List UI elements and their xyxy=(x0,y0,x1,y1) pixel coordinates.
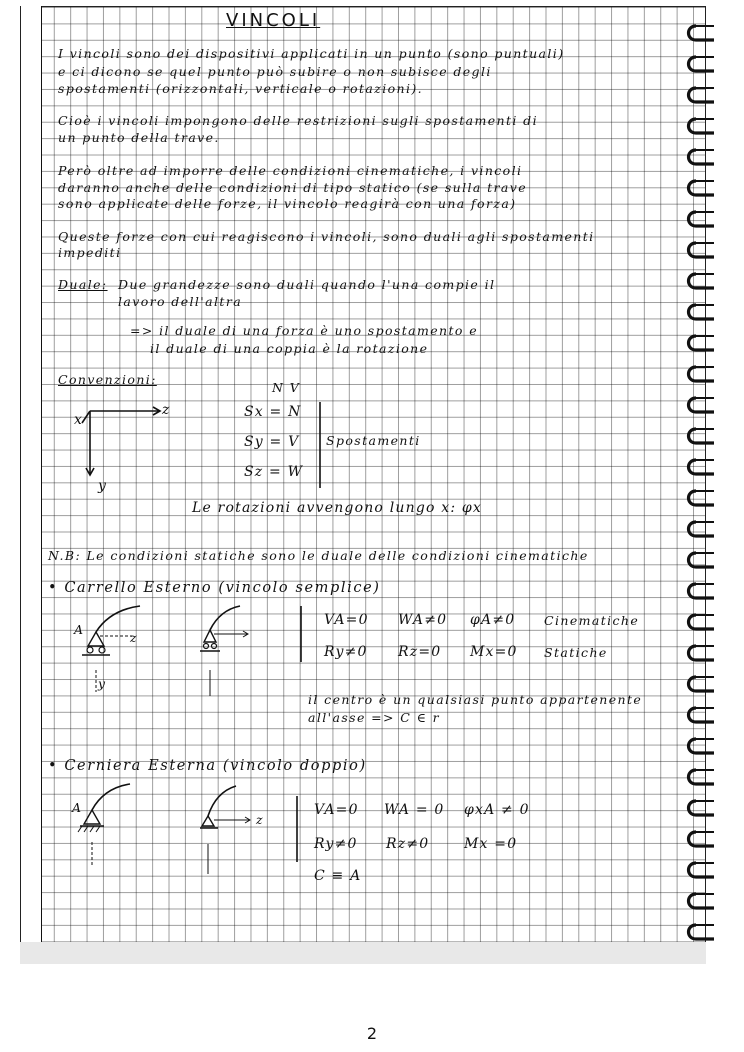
cerniera-phi: φxA ≠ 0 xyxy=(464,802,530,818)
spiral-ring xyxy=(684,675,718,693)
spiral-ring xyxy=(684,458,718,476)
nu-symbols: N V xyxy=(272,380,301,395)
spiral-ring xyxy=(684,86,718,104)
carrello-divider xyxy=(296,606,308,666)
spiral-ring xyxy=(684,892,718,910)
page-number: 2 xyxy=(366,1024,378,1043)
spiral-ring xyxy=(684,365,718,383)
spiral-ring xyxy=(684,272,718,290)
spiral-ring xyxy=(684,861,718,879)
nb-line: N.B: Le condizioni statiche sono le duale delle condizioni cinematiche xyxy=(48,548,589,563)
spostamenti-label: Spostamenti xyxy=(326,433,421,448)
spiral-ring xyxy=(684,923,718,941)
carrello-centro-2: all'asse => C ∈ r xyxy=(308,710,440,725)
rotazioni-line: Le rotazioni avvengono lungo x: φx xyxy=(192,500,483,516)
spiral-ring xyxy=(684,520,718,538)
carrello-phia: φA≠0 xyxy=(470,612,516,628)
cerniera-label-z: z xyxy=(256,812,264,827)
cerniera-sketch-2 xyxy=(190,780,290,890)
pero-line-1: Però oltre ad imporre delle condizioni cinematiche, i vincoli xyxy=(58,163,523,178)
spiral-ring xyxy=(684,768,718,786)
carrello-sketch-2 xyxy=(192,600,282,710)
duale-label: Duale: xyxy=(58,277,108,292)
carrello-wa: WA≠0 xyxy=(398,612,448,628)
sy-equation: Sy = V xyxy=(244,434,300,450)
spiral-ring xyxy=(684,303,718,321)
spiral-ring xyxy=(684,148,718,166)
cerniera-rz: Rz≠0 xyxy=(386,836,430,852)
cioe-line-1: Cioè i vincoli impongono delle restrizioni sugli spostamenti di xyxy=(58,113,538,128)
cerniera-divider xyxy=(292,796,304,866)
sz-equation: Sz = W xyxy=(244,464,304,480)
pero-line-2: daranno anche delle condizioni di tipo statico (se sulla trave xyxy=(58,180,528,195)
cerniera-wa: WA = 0 xyxy=(384,802,445,818)
axis-x-label: x xyxy=(74,412,84,428)
cerniera-label-a: A xyxy=(72,800,83,815)
duale-line-3: => il duale di una forza è uno spostamento e xyxy=(130,323,479,338)
spiral-ring xyxy=(684,117,718,135)
carrello-ry: Ry≠0 xyxy=(324,644,368,660)
spiral-ring xyxy=(684,241,718,259)
spiral-ring xyxy=(684,427,718,445)
spiral-ring xyxy=(684,55,718,73)
spiral-ring xyxy=(684,644,718,662)
spiral-ring xyxy=(684,830,718,848)
carrello-rz: Rz=0 xyxy=(398,644,442,660)
spiral-ring xyxy=(684,799,718,817)
axis-z-label: z xyxy=(162,402,171,418)
carrello-statiche: Statiche xyxy=(544,645,608,660)
spiral-binding xyxy=(684,10,724,950)
queste-line-1: Queste forze con cui reagiscono i vincoli, sono duali agli spostamenti xyxy=(58,229,595,244)
pero-line-3: sono applicate delle forze, il vincolo reagirà con una forza) xyxy=(58,196,517,211)
carrello-centro-1: il centro è un qualsiasi punto appartenente xyxy=(308,692,643,707)
cerniera-va: VA=0 xyxy=(314,802,359,818)
spiral-ring xyxy=(684,706,718,724)
spiral-ring xyxy=(684,179,718,197)
carrello-title: • Carrello Esterno (vincolo semplice) xyxy=(48,580,381,596)
carrello-cinematiche: Cinematiche xyxy=(544,613,640,628)
cerniera-title: • Cerniera Esterna (vincolo doppio) xyxy=(48,758,367,774)
cerniera-mx: Mx =0 xyxy=(464,836,518,852)
spiral-ring xyxy=(684,334,718,352)
spiral-ring xyxy=(684,582,718,600)
carrello-label-a: A xyxy=(74,622,85,637)
duale-line-4: il duale di una coppia è la rotazione xyxy=(150,341,429,356)
intro-line-1: I vincoli sono dei dispositivi applicati in un punto (sono puntuali) xyxy=(58,46,565,61)
carrello-label-z: z xyxy=(130,630,138,645)
page-margin xyxy=(20,6,42,964)
spiral-ring xyxy=(684,737,718,755)
queste-line-2: impediti xyxy=(58,245,122,260)
spiral-ring xyxy=(684,396,718,414)
intro-line-3: spostamenti (orizzontali, verticale o rotazioni). xyxy=(58,81,424,96)
bottom-margin-band xyxy=(20,942,706,964)
sx-equation: Sx = N xyxy=(244,404,302,420)
duale-line-2: lavoro dell'altra xyxy=(118,294,243,309)
cioe-line-2: un punto della trave. xyxy=(58,130,220,145)
page-title: VINCOLI xyxy=(226,10,321,31)
carrello-label-y: y xyxy=(98,676,107,691)
carrello-mx: Mx=0 xyxy=(470,644,518,660)
intro-line-2: e ci dicono se quel punto può subire o non subisce degli xyxy=(58,64,492,79)
spiral-ring xyxy=(684,489,718,507)
spiral-ring xyxy=(684,210,718,228)
axis-y-label: y xyxy=(98,478,108,494)
spiral-ring xyxy=(684,551,718,569)
cerniera-ry: Ry≠0 xyxy=(314,836,358,852)
cerniera-sketch-1 xyxy=(68,780,158,880)
carrello-va: VA=0 xyxy=(324,612,369,628)
spiral-ring xyxy=(684,24,718,42)
cerniera-c: C ≡ A xyxy=(314,868,362,884)
carrello-sketch-1 xyxy=(70,600,160,710)
spiral-ring xyxy=(684,613,718,631)
duale-line-1: Due grandezze sono duali quando l'una compie il xyxy=(118,277,496,292)
convenzioni-label: Convenzioni: xyxy=(58,372,157,387)
